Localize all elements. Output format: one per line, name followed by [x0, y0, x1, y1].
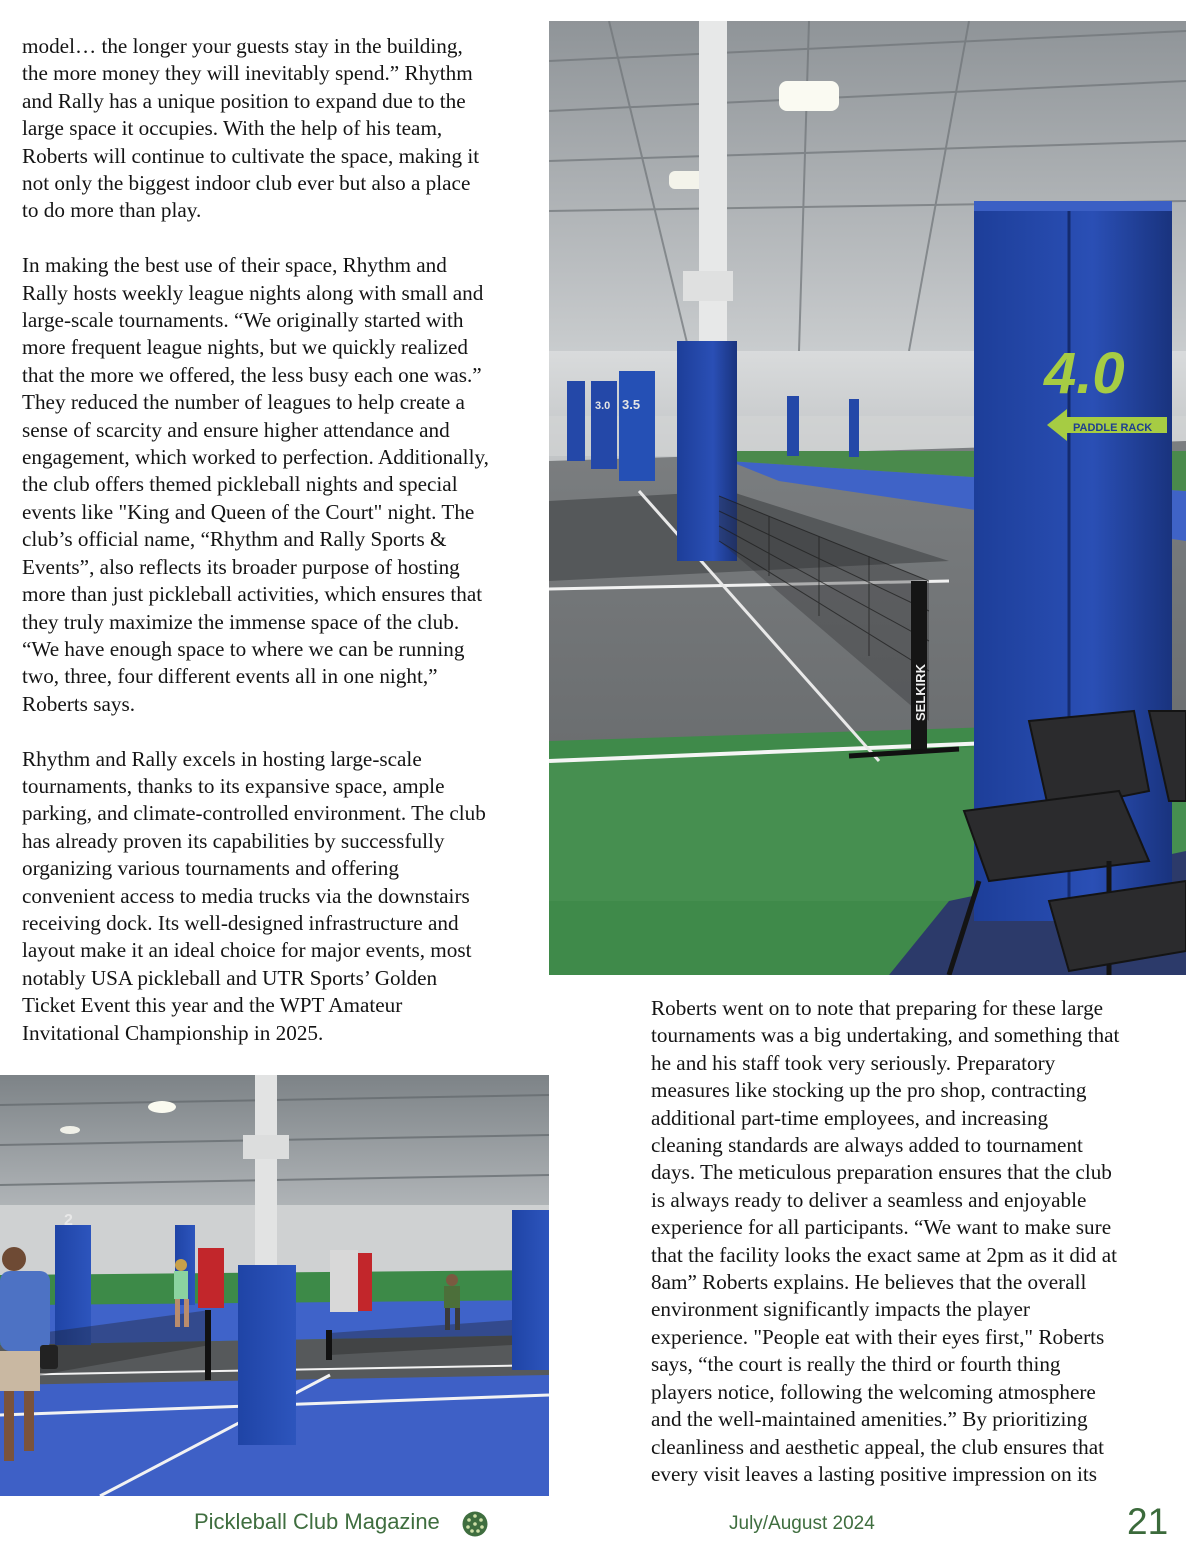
text-line: tournaments was a big undertaking, and something that	[651, 1023, 1120, 1048]
text-line: Events”, also reflects its broader purpose of hosting	[22, 554, 460, 579]
text-line: Ticket Event this year and the WPT Amateur	[22, 993, 403, 1018]
text-line: has already proven its capabilities by successfully	[22, 828, 445, 853]
text-line: 8am” Roberts explains. He believes that the overall	[651, 1270, 1087, 1295]
article-paragraph	[651, 995, 1181, 1488]
text-line: that the more we offered, the less busy each one was.”	[22, 362, 482, 387]
article-paragraph	[22, 33, 547, 225]
text-line: large-scale tournaments. “We originally started with	[22, 308, 464, 333]
pillar-number-sign: 4.0	[1044, 341, 1125, 406]
far-pillar-label-2: 3.5	[622, 397, 641, 412]
text-line: Roberts says.	[22, 691, 135, 716]
text-line: says, “the court is really the third or fourth thing	[651, 1352, 1061, 1377]
text-line: parking, and climate-controlled environment. The club	[22, 801, 486, 826]
photo-indoor-courts-pillar	[549, 21, 1186, 975]
text-line: model… the longer your guests stay in the building,	[22, 34, 463, 58]
page-number: 21	[1127, 1501, 1169, 1542]
text-line: large space it occupies. With the help of his team,	[22, 116, 443, 141]
text-line: players notice, following the welcoming atmosphere	[651, 1379, 1096, 1404]
text-line: Rally hosts weekly league nights along with small and	[22, 280, 484, 305]
text-line: events like "King and Queen of the Court" night. The	[22, 499, 475, 524]
text-line: measures like stocking up the pro shop, contracting	[651, 1078, 1087, 1103]
article-right-column	[651, 995, 1181, 1488]
text-line: sense of scarcity and ensure higher attendance and	[22, 417, 450, 442]
text-line: more than just pickleball activities, which ensures that	[22, 582, 483, 607]
pickleball-icon	[462, 1511, 488, 1537]
text-line: more frequent league nights, but we quickly realized	[22, 335, 468, 360]
text-line: environment significantly impacts the player	[651, 1297, 1030, 1322]
text-line: Roberts went on to note that preparing for these large	[651, 996, 1104, 1020]
text-line: tournaments, thanks to its expansive space, ample	[22, 773, 445, 798]
text-line: to do more than play.	[22, 198, 202, 223]
text-line: notably USA pickleball and UTR Sports’ Golden	[22, 965, 438, 990]
text-line: Roberts will continue to cultivate the space, making it	[22, 143, 480, 168]
text-line: experience for all participants. “We want to make sure	[651, 1215, 1112, 1240]
article-left-column	[22, 33, 547, 1047]
text-line: days. The meticulous preparation ensures that the club	[651, 1160, 1112, 1185]
text-line: not only the biggest indoor club ever but also a place	[22, 171, 471, 196]
text-line: receiving dock. Its well-designed infrastructure and	[22, 910, 459, 935]
text-line: club’s official name, “Rhythm and Rally Sports &	[22, 527, 447, 552]
text-line: organizing various tournaments and offering	[22, 856, 399, 881]
text-line: cleaning standards are always added to tournament	[651, 1133, 1083, 1158]
text-line: and Rally has a unique position to expand due to the	[22, 88, 466, 113]
photo-players-on-courts	[0, 1075, 549, 1496]
text-line: In making the best use of their space, Rhythm and	[22, 253, 447, 278]
text-line: convenient access to media trucks via the downstairs	[22, 883, 470, 908]
text-line: the club offers themed pickleball nights and special	[22, 472, 458, 497]
text-line: layout make it an ideal choice for major events, most	[22, 938, 472, 963]
text-line: that the facility looks the exact same at 2pm as it did at	[651, 1242, 1117, 1267]
text-line: They reduced the number of leagues to help create a	[22, 390, 465, 415]
text-line: they truly maximize the immense space of the club.	[22, 609, 460, 634]
article-paragraph	[22, 252, 547, 718]
text-line: additional part-time employees, and increasing	[651, 1105, 1049, 1130]
text-line: cleanliness and aesthetic appeal, the club ensures that	[651, 1434, 1104, 1459]
text-line: Invitational Championship in 2025.	[22, 1020, 324, 1045]
bottom-pillar-number: 2	[64, 1212, 73, 1229]
text-line: two, three, four different events all in one night,”	[22, 664, 438, 689]
text-line: experience. "People eat with their eyes first," Roberts	[651, 1324, 1105, 1349]
text-line: engagement, which worked to perfection. Additionally,	[22, 445, 489, 470]
net-brand-label: SELKIRK	[913, 663, 928, 721]
text-line: Rhythm and Rally excels in hosting large-scale	[22, 746, 422, 771]
text-line: and the well-maintained amenities.” By prioritizing	[651, 1407, 1088, 1432]
paddle-rack-sign: PADDLE RACK	[1073, 422, 1153, 434]
far-pillar-label-1: 3.0	[595, 400, 611, 412]
text-line: the more money they will inevitably spend.” Rhythm	[22, 61, 473, 86]
text-line: every visit leaves a lasting positive impression on its	[651, 1461, 1098, 1486]
footer-magazine-name: Pickleball Club Magazine	[194, 1509, 440, 1534]
text-line: “We have enough space to where we can be running	[22, 636, 465, 661]
article-paragraph	[22, 746, 547, 1047]
footer-issue-date: July/August 2024	[729, 1513, 875, 1534]
text-line: is always ready to deliver a seamless and enjoyable	[651, 1187, 1087, 1212]
text-line: he and his staff took very seriously. Preparatory	[651, 1050, 1056, 1075]
